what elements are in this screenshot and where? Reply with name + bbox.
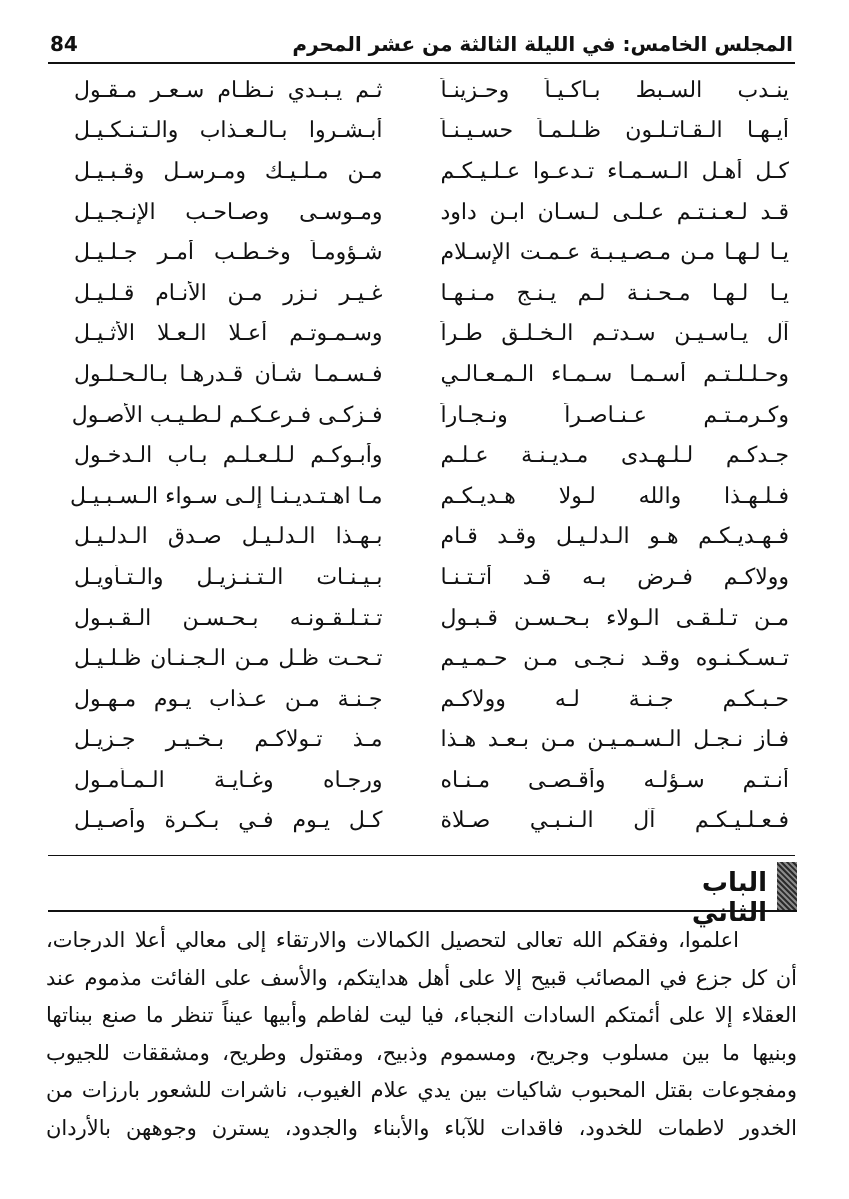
prose-line: الخدور لاطمات للخدود، فاقدات للآباء والأبناء والجدود، يسترن وجوههن بالأردان <box>46 1115 797 1140</box>
verse-first-hemistich: فـلـهـذا والله لـولا هـديـكـم <box>440 483 789 509</box>
verse-second-hemistich: ثـم يـبـدي نـظـام سـعـر مـقـول <box>74 77 383 103</box>
verse-first-hemistich: أنـتـم سـؤلـه وأقـصـى مـنـاه <box>440 767 789 793</box>
prose-line: وبنيها ما بين مسلوب وجريح، ومسموم وذبيح، ومقتول وطريح، ومشققات للجيوب <box>46 1040 797 1065</box>
verse-row <box>48 314 797 355</box>
verse-second-hemistich: وأبـوكـم لـلـعـلـم بـاب الـدخـول <box>74 443 383 469</box>
chapter-divider <box>48 910 797 912</box>
verse-first-hemistich: قـد لـعـنـتـم عـلـى لـسـان ابـن داود <box>440 199 789 225</box>
verse-second-hemistich: فـسـمـا شـأن قـدرهـا بـالـحـلـول <box>74 361 383 387</box>
verse-first-hemistich: يـا لـهـا مـن مـصـيـبـة عـمـت الإسـلام <box>440 240 789 266</box>
chapter-title: الباب الثاني <box>691 868 767 928</box>
chapter-marker <box>777 862 797 910</box>
verse-first-hemistich: أيـهـا الـقـاتـلـون ظـلـمـاً حسـيـنـاً <box>440 118 789 144</box>
verse-row <box>48 598 797 639</box>
verse-second-hemistich: ومـوسـى وصـاحـب الإنـجـيـل <box>74 199 383 225</box>
verse-second-hemistich: فـزكـى فـرعـكـم لـطـيـب الأصـول <box>71 402 383 428</box>
verse-first-hemistich: آل يـاسـيـن سـدتـم الـخـلـق طـراً <box>440 321 789 347</box>
verse-first-hemistich: حـبـكـم جـنـة لـه وولاكـم <box>440 686 789 712</box>
verse-second-hemistich: بـيـنـات الـتـنـزيـل والـتـأويـل <box>74 564 383 590</box>
verse-row <box>48 517 797 558</box>
verse-second-hemistich: مـا اهـتـديـنـا إلـى سـواء الـسـبـيـل <box>69 483 383 509</box>
verse-row <box>48 435 797 476</box>
verse-second-hemistich: مـن مـلـيـك ومـرسـل وقـبـيـل <box>74 158 383 184</box>
verse-row <box>48 679 797 720</box>
verse-second-hemistich: جـنـة مـن عـذاب يـوم مـهـول <box>74 686 383 712</box>
prose-line: العقلاء إلا على أئمتكم السادات النجباء، فيا ليت لفاطم وأبيها عيناً تنظر ما صنع ببناتها <box>46 1003 797 1027</box>
verse-row <box>48 273 797 314</box>
verse-second-hemistich: مـذ تـولاكـم بـخـيـر جـزيـل <box>74 727 383 753</box>
verse-first-hemistich: فـعـلـيـكـم آل الـنـبـي صـلاة <box>440 808 789 834</box>
prose-paragraph <box>46 922 797 1147</box>
verse-row <box>48 395 797 436</box>
verse-first-hemistich: فـاز نـجـل الـسـمـيـن مـن بـعـد هـذا <box>440 727 789 753</box>
verse-first-hemistich: تـسـكـنـوه وقـد نـجـى مـن حـمـيـم <box>440 646 789 672</box>
verse-row <box>48 720 797 761</box>
verse-first-hemistich: يـا لـهـا مـحـنـة لـم يـنـج مـنـهـا <box>440 280 789 306</box>
verse-second-hemistich: بـهـذا الـدلـيـل صـدق الـدلـيـل <box>74 524 383 550</box>
running-header <box>48 24 795 64</box>
verse-row <box>48 354 797 395</box>
prose-line: اعلموا، وفقكم الله تعالى لتحصيل الكمالات والارتقاء إلى معالي أعلا الدرجات، <box>46 928 739 952</box>
page-number: 84 <box>50 32 78 56</box>
verse-first-hemistich: جـدكـم لـلـهـدى مـديـنـة عـلـم <box>440 443 789 469</box>
verse-first-hemistich: ينـدب السـبط بـاكـيـاً وحـزينـاً <box>440 77 789 103</box>
verse-row <box>48 111 797 152</box>
verse-row <box>48 638 797 679</box>
verse-first-hemistich: كـل أهـل الـسـمـاء تـدعـوا عـلـيـكـم <box>440 158 789 184</box>
verse-row <box>48 232 797 273</box>
chapter-heading <box>618 862 797 928</box>
verse-first-hemistich: وحـلـلـتـم أسـمـا سـمـاء الـمـعـالـي <box>440 361 789 387</box>
verse-second-hemistich: كـل يـوم فـي بـكـرة وأصـيـل <box>74 808 383 834</box>
verse-row <box>48 801 797 842</box>
running-title: المجلس الخامس: في الليلة الثالثة من عشر المحرم <box>292 32 793 56</box>
verse-second-hemistich: غـيـر نـزر مـن الأنـام قـلـيـل <box>74 280 383 306</box>
poem-divider <box>48 855 795 856</box>
verse-row <box>48 70 797 111</box>
verse-second-hemistich: وسـمـوتـم أعـلا الـعـلا الأثـيـل <box>74 321 383 347</box>
verse-row <box>48 760 797 801</box>
verse-first-hemistich: فـهـديـكـم هـو الـدلـيـل وقـد قـام <box>440 524 789 550</box>
poem <box>48 70 797 850</box>
verse-row <box>48 476 797 517</box>
verse-first-hemistich: وولاكـم فـرض بـه قـد أتـتـنـا <box>440 564 789 590</box>
verse-row <box>48 192 797 233</box>
verse-second-hemistich: ورجـاه وغـايـة الـمـأمـول <box>74 767 383 793</box>
verse-second-hemistich: تـحـت ظـل مـن الـجـنـان ظـلـيـل <box>74 646 383 672</box>
verse-first-hemistich: وكـرمـتـم عـنـاصـراً ونـجـاراً <box>440 402 789 428</box>
verse-second-hemistich: أبـشـروا بـالـعـذاب والـتـنـكـيـل <box>74 118 383 144</box>
verse-second-hemistich: شـؤومـاً وخـطـب أمـر جـلـيـل <box>74 240 383 266</box>
prose-line: أن كل جزع في المصائب قبيح إلا على أهل هدايتكم، والأسف على الفائت مذموم عند <box>46 965 797 990</box>
verse-second-hemistich: تـتـلـقـونـه بـحـسـن الـقـبـول <box>74 605 383 631</box>
verse-row <box>48 151 797 192</box>
prose-line: ومفجوعات بقتل المحبوب شاكيات بين يدي علام الغيوب، ناشرات للشعور بارزات من <box>46 1078 797 1102</box>
verse-row <box>48 557 797 598</box>
verse-first-hemistich: مـن تـلـقـى الـولاء بـحـسـن قـبـول <box>440 605 789 631</box>
